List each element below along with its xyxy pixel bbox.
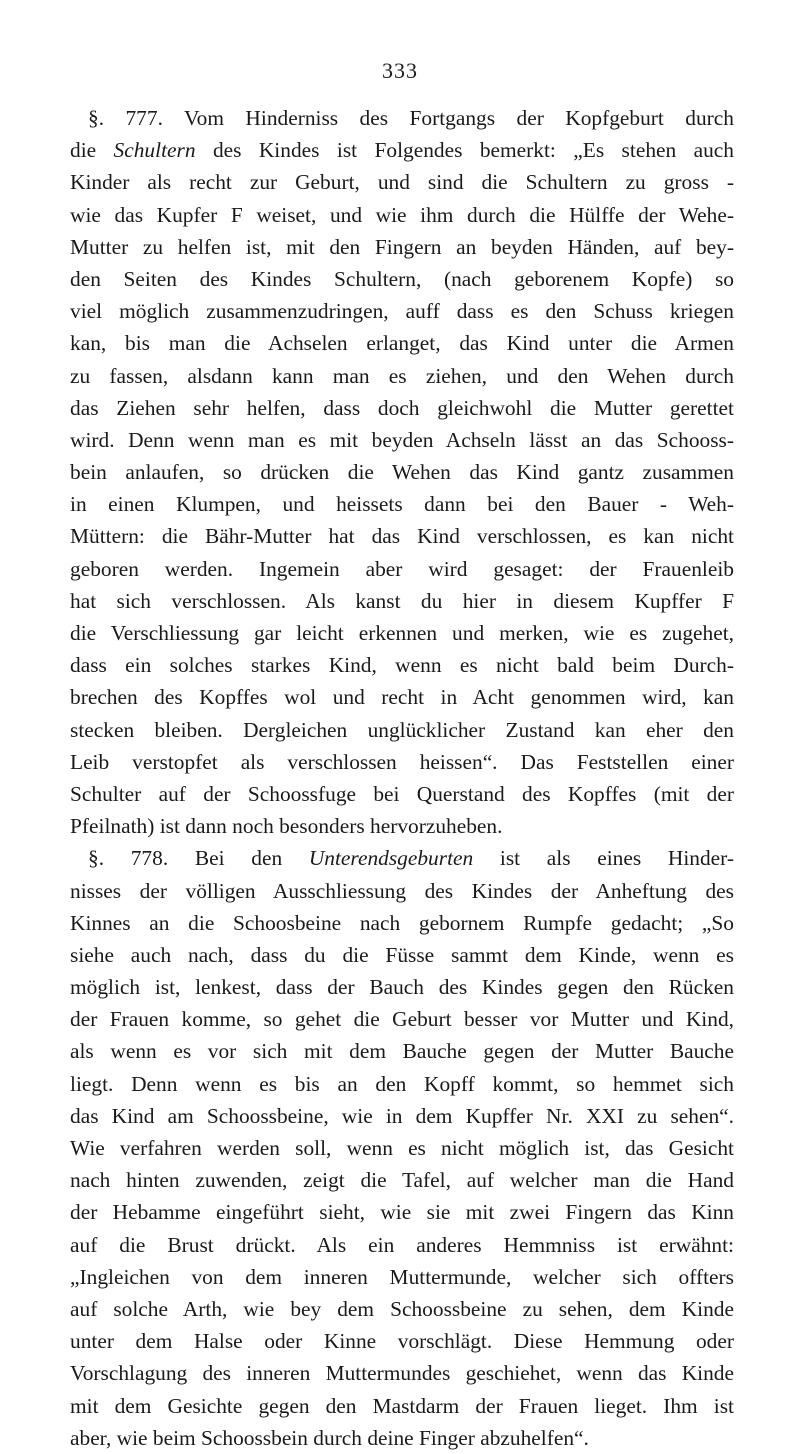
line-text: nach hinten zuwenden, zeigt die Tafel, auf welcher man die Hand [70,1168,734,1193]
line-text: geboren werden. Ingemein aber wird gesaget: der Frauenleib [70,556,734,581]
text-line [70,1164,734,1196]
text-line [70,617,734,649]
text-line [70,1229,734,1261]
line-text: den Seiten des Kindes Schultern, (nach geborenem Kopfe) so [70,266,734,291]
line-text: „Ingleichen von dem inneren Muttermunde, welcher sich offters [70,1264,734,1289]
line-text: dass ein solches starkes Kind, wenn es nicht bald beim Durch- [70,653,734,678]
text-line [70,649,734,681]
text-line [70,585,734,617]
line-text: als wenn es vor sich mit dem Bauche gegen der Mutter Bauche [70,1039,734,1064]
text-line [70,875,734,907]
text-line [70,778,734,810]
line-text: möglich ist, lenkest, dass der Bauch des Kindes gegen den Rücken [70,975,734,1000]
line-text: mit dem Gesichte gegen den Mastdarm der Frauen lieget. Ihm ist [70,1393,734,1418]
line-text: Pfeilnath) ist dann noch besonders hervorzuheben. [70,814,503,839]
text-line [70,939,734,971]
text-line [70,424,734,456]
text-line [70,327,734,359]
line-text: der Hebamme eingeführt sieht, wie sie mit zwei Fingern das Kinn [70,1200,734,1225]
text-line [70,1325,734,1357]
line-text: wie das Kupfer F weiset, und wie ihm durch die Hülffe der Wehe- [70,202,734,227]
line-text: des Kindes ist Folgendes bemerkt: „Es stehen auch [195,138,734,163]
line-text: siehe auch nach, dass du die Füsse sammt dem Kinde, wenn es [70,942,734,967]
line-text: Kinnes an die Schoosbeine nach gebornem Rumpfe gedacht; „So [70,910,734,935]
text-line [70,681,734,713]
line-text: in einen Klumpen, und heissets dann bei den Bauer - Weh- [70,492,734,517]
text-line [70,1293,734,1325]
line-text: Müttern: die Bähr-Mutter hat das Kind verschlossen, es kan nicht [70,524,734,549]
text-line [70,971,734,1003]
line-text: aber, wie beim Schoossbein durch deine Finger abzuhelfen“. [70,1425,589,1450]
text-line [70,134,734,166]
line-text: das Ziehen sehr helfen, dass doch gleichwohl die Mutter gerettet [70,395,734,420]
line-text: §. 777. Vom Hinderniss des Fortgangs der Kopfgeburt durch [88,106,734,130]
line-text: nisses der völligen Ausschliessung des Kindes der Anheftung des [70,878,734,903]
line-text: hat sich verschlossen. Als kanst du hier in diesem Kupffer F [70,588,734,613]
text-line [70,231,734,263]
text-line [70,1100,734,1132]
line-text: die [70,138,114,163]
text-line [70,102,734,134]
text-line [70,842,734,874]
line-text: Leib verstopfet als verschlossen heissen“. Das Feststellen einer [70,749,734,774]
text-line [70,714,734,746]
line-text: bein anlaufen, so drücken die Wehen das Kind gantz zusammen [70,460,734,485]
line-text: unter dem Halse oder Kinne vorschlägt. Diese Hemmung oder [70,1329,734,1354]
italic-term: Schultern [113,138,196,163]
line-text: die Verschliessung gar leicht erkennen und merken, wie es zugehet, [70,621,734,645]
text-line [70,392,734,424]
italic-term: Unterendsgeburten [308,846,474,871]
text-line [70,1068,734,1100]
text-line [70,488,734,520]
line-text: das Kind am Schoossbeine, wie in dem Kupffer Nr. XXI zu sehen“. [70,1103,734,1128]
line-text: wird. Denn wenn man es mit beyden Achseln lässt an das Schooss- [70,427,734,452]
line-text: ist als eines Hinder- [473,846,734,871]
text-line [70,1132,734,1164]
text-line [70,199,734,231]
page-number: 333 [382,58,418,83]
line-text: Wie verfahren werden soll, wenn es nicht möglich ist, das Gesicht [70,1136,734,1160]
line-text: §. 778. Bei den [88,846,309,871]
line-text: viel möglich zusammenzudringen, auff dass es den Schuss kriegen [70,299,734,324]
text-line [70,1422,734,1454]
text-line [70,907,734,939]
text-line [70,1390,734,1422]
text-line [70,166,734,198]
line-text: zu fassen, alsdann kann man es ziehen, und den Wehen durch [70,363,734,388]
line-text: auf solche Arth, wie bey dem Schoossbeine zu sehen, dem Kinde [70,1296,734,1321]
text-line [70,553,734,585]
line-text: brechen des Kopffes wol und recht in Acht genommen wird, kan [70,685,734,710]
text-line [70,1261,734,1293]
text-line [70,1035,734,1067]
text-line [70,746,734,778]
text-line [70,810,734,842]
text-line [70,263,734,295]
text-line [70,1357,734,1389]
line-text: Kinder als recht zur Geburt, und sind die Schultern zu gross - [70,170,734,195]
line-text: der Frauen komme, so gehet die Geburt besser vor Mutter und Kind, [70,1007,734,1032]
text-line [70,295,734,327]
line-text: liegt. Denn wenn es bis an den Kopff kommt, so hemmet sich [70,1071,734,1096]
text-line [70,1003,734,1035]
text-line [70,360,734,392]
line-text: Vorschlagung des inneren Muttermundes geschiehet, wenn das Kinde [70,1361,734,1386]
text-line [70,1196,734,1228]
line-text: stecken bleiben. Dergleichen unglücklicher Zustand kan eher den [70,717,734,742]
text-line [70,520,734,552]
line-text: kan, bis man die Achselen erlanget, das Kind unter die Armen [70,331,734,356]
line-text: Mutter zu helfen ist, mit den Fingern an beyden Händen, auf bey- [70,234,734,259]
body-text [70,102,734,1454]
line-text: auf die Brust drückt. Als ein anderes Hemmniss ist erwähnt: [70,1232,734,1257]
text-line [70,456,734,488]
line-text: Schulter auf der Schoossfuge bei Querstand des Kopffes (mit der [70,781,734,806]
